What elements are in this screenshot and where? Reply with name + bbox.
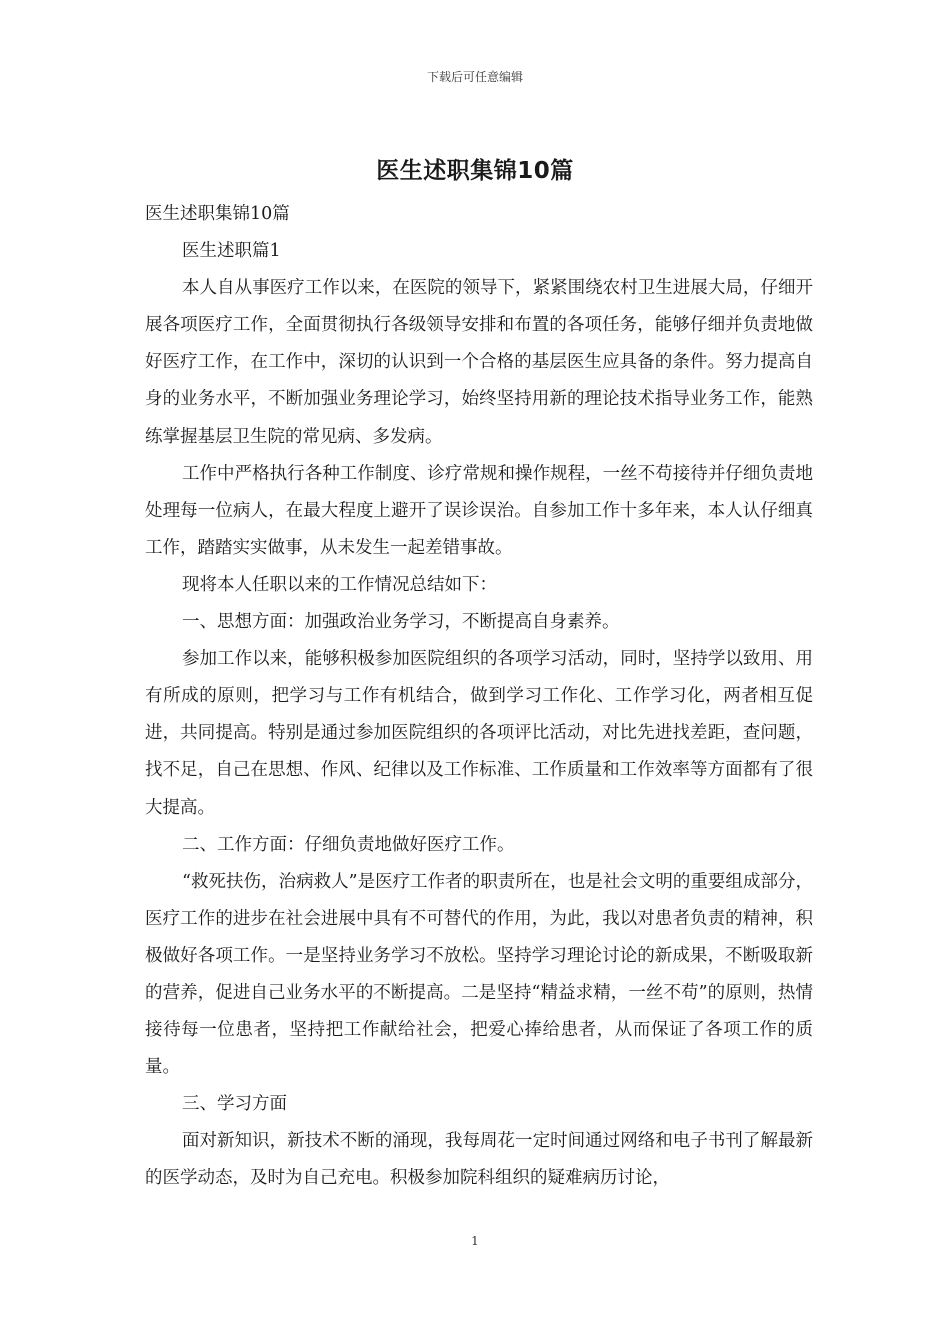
page-number: 1: [471, 1234, 479, 1248]
document-body: [145, 196, 813, 1198]
paragraph: “救死扶伤，治病救人”是医疗工作者的职责所在，也是社会文明的重要组成部分，医疗工作的进步在社会进展中具有不可替代的作用，为此，我以对患者负责的精神，积极做好各项工作。一是坚持业务学习不放松。坚持学习理论讨论的新成果，不断吸取新的营养，促进自己业务水平的不断提高。二是坚持“精益求精，一丝不苟”的原则，热情接待每一位患者，坚持把工作献给社会，把爱心捧给患者，从而保证了各项工作的质量。: [145, 871, 813, 1078]
section-heading: 医生述职篇1: [182, 241, 281, 262]
subsection-heading: 三、学习方面: [182, 1094, 287, 1115]
paragraph: 面对新知识，新技术不断的涌现，我每周花一定时间通过网络和电子书刊了解最新的医学动态，及时为自己充电。积极参加院科组织的疑难病历讨论，: [145, 1131, 813, 1189]
subsection-heading: 二、工作方面：仔细负责地做好医疗工作。: [182, 834, 515, 855]
paragraph: 现将本人任职以来的工作情况总结如下：: [182, 574, 497, 595]
paragraph: 工作中严格执行各种工作制度、诊疗常规和操作规程，一丝不苟接待并仔细负责地处理每一位病人，在最大程度上避开了误诊误治。自参加工作十多年来，本人认仔细真工作，踏踏实实做事，从未发生一起差错事故。: [145, 463, 813, 558]
subsection-heading: 一、思想方面：加强政治业务学习，不断提高自身素养。: [182, 612, 620, 633]
paragraph: 本人自从事医疗工作以来，在医院的领导下，紧紧围绕农村卫生进展大局，仔细开展各项医疗工作，全面贯彻执行各级领导安排和布置的各项任务，能够仔细并负责地做好医疗工作，在工作中，深切的认识到一个合格的基层医生应具备的条件。努力提高自身的业务水平，不断加强业务理论学习，始终坚持用新的理论技术指导业务工作，能熟练掌握基层卫生院的常见病、多发病。: [145, 278, 813, 447]
document-title: 医生述职集锦10篇: [376, 158, 574, 184]
paragraph: 参加工作以来，能够积极参加医院组织的各项学习活动，同时，坚持学以致用、用有所成的原则，把学习与工作有机结合，做到学习工作化、工作学习化，两者相互促进，共同提高。特别是通过参加医院组织的各项评比活动，对比先进找差距，查问题，找不足，自己在思想、作风、纪律以及工作标准、工作质量和工作效率等方面都有了很大提高。: [145, 649, 813, 818]
header-note: 下载后可任意编辑: [426, 70, 523, 84]
subtitle-line: 医生述职集锦10篇: [145, 204, 290, 224]
